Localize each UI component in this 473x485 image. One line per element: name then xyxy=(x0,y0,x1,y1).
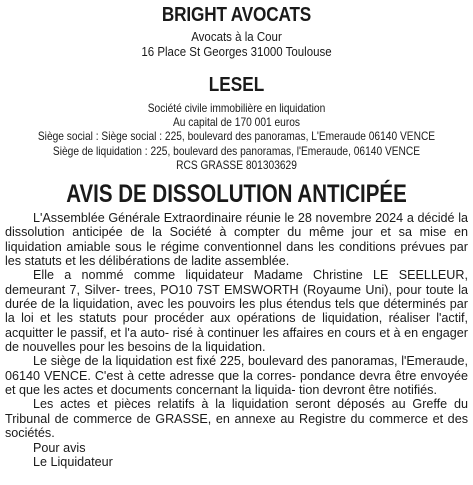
paragraph-filing: Les actes et pièces relatifs à la liquidation seront déposés au Greffe du Tribunal de commerce de GRASSE, en annexe au Registre du commerce et des sociétés. xyxy=(5,397,468,441)
company-registered-office: Siège social : Siège social : 225, boulevard des panoramas, L'Emeraude 06140 VENCE xyxy=(37,130,436,144)
notice-body xyxy=(5,211,468,469)
company-liquidation-office: Siège de liquidation : 225, boulevard des panoramas, l'Emeraude, 06140 VENCE xyxy=(52,144,421,158)
signature-line: Le Liquidateur xyxy=(33,454,113,469)
company-legal-form: Société civile immobilière en liquidation xyxy=(147,102,326,115)
law-firm-title: Avocats à la Cour xyxy=(191,30,282,44)
notice-title-block xyxy=(5,181,468,207)
paragraph-dissolution: L'Assemblée Générale Extraordinaire réunie le 28 novembre 2024 a décidé la dissolution anticipée de la Société à compter du même jour et sa mise en liquidation amiable sous le régime conventionnel dans les conditions prévues par les statuts et les délibérations de ladite assemblée. xyxy=(5,211,468,269)
company-header xyxy=(5,74,468,173)
notice-title: AVIS DE DISSOLUTION ANTICIPÉE xyxy=(66,180,407,209)
company-capital: Au capital de 170 001 euros xyxy=(172,116,301,130)
paragraph-liquidator: Elle a nommé comme liquidateur Madame Christine LE SEELLEUR, demeurant 7, Silver- trees, PO10 7ST EMSWORTH (Royaume Uni), pour toute la durée de la liquidation, avec les pouvoirs les plus étendus tels que déterminés par la loi et les statuts pour procéder aux opérations de liquidation, réaliser l'actif, acquitter le passif, et l'a auto- risé à continuer les affaires en cours et à en engager de nouvelles pour les besoins de la liquidation. xyxy=(5,268,468,355)
closing-line: Pour avis xyxy=(33,440,86,455)
company-rcs: RCS GRASSE 801303629 xyxy=(176,158,297,172)
paragraph-liquidation-seat: Le siège de la liquidation est fixé 225, boulevard des panoramas, l'Emeraude, 06140 VENCE. C'est à cette adresse que la corres- pondance devra être envoyée et que les actes et documents concernant la liquida- tion devront être notifiés. xyxy=(5,354,468,398)
law-firm-header xyxy=(5,4,468,60)
law-firm-name: BRIGHT AVOCATS xyxy=(161,4,312,26)
law-firm-address: 16 Place St Georges 31000 Toulouse xyxy=(141,45,332,59)
company-name: LESEL xyxy=(208,74,265,96)
